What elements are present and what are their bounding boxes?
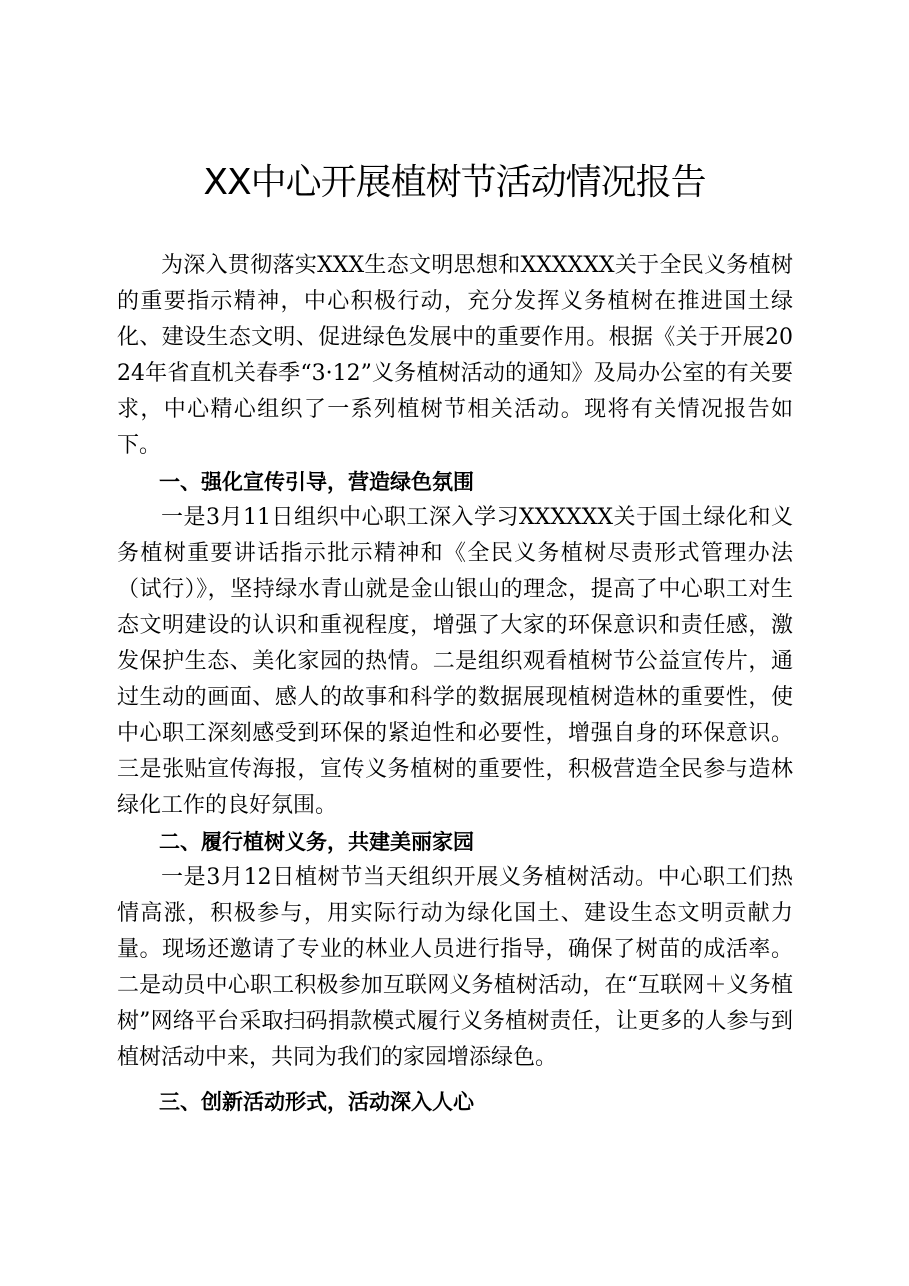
intro-paragraph: 为深入贯彻落实XXX生态文明思想和XXXXXX关于全民义务植树的重要指示精神，中心积极行动，充分发挥义务植树在推进国土绿化、建设生态文明、促进绿色发展中的重要作用。根据《关于开展2024年省直机关春季“3·12”义务植树活动的通知》及局办公室的有关要求，中心精心组织了一系列植树节相关活动。现将有关情况报告如下。 bbox=[117, 253, 793, 458]
section-1-paragraph: 一是3月11日组织中心职工深入学习XXXXXX关于国土绿化和义务植树重要讲话指示批示精神和《全民义务植树尽责形式管理办法（试行）》，坚持绿水青山就是金山银山的理念，提高了中心职工对生态文明建设的认识和重视程度，增强了大家的环保意识和责任感，激发保护生态、美化家园的热情。二是组织观看植树节公益宣传片，通过生动的画面、感人的故事和科学的数据展现植树造林的重要性，使中心职工深刻感受到环保的紧迫性和必要性，增强自身的环保意识。三是张贴宣传海报，宣传义务植树的重要性，积极营造全民参与造林绿化工作的良好氛围。 bbox=[117, 505, 793, 818]
section-heading-3: 三、创新活动形式，活动深入人心 bbox=[159, 1090, 474, 1114]
section-heading-1: 一、强化宣传引导，营造绿色氛围 bbox=[159, 470, 474, 494]
document-body bbox=[117, 248, 793, 1120]
document-title: XX中心开展植树节活动情况报告 bbox=[203, 162, 706, 203]
section-2-paragraph: 一是3月12日植树节当天组织开展义务植树活动。中心职工们热情高涨，积极参与，用实际行动为绿化国土、建设生态文明贡献力量。现场还邀请了专业的林业人员进行指导，确保了树苗的成活率。二是动员中心职工积极参加互联网义务植树活动，在“互联网＋义务植树”网络平台采取扫码捐款模式履行义务植树责任，让更多的人参与到植树活动中来，共同为我们的家园增添绿色。 bbox=[117, 865, 793, 1070]
section-heading-2: 二、履行植树义务，共建美丽家园 bbox=[159, 830, 474, 854]
